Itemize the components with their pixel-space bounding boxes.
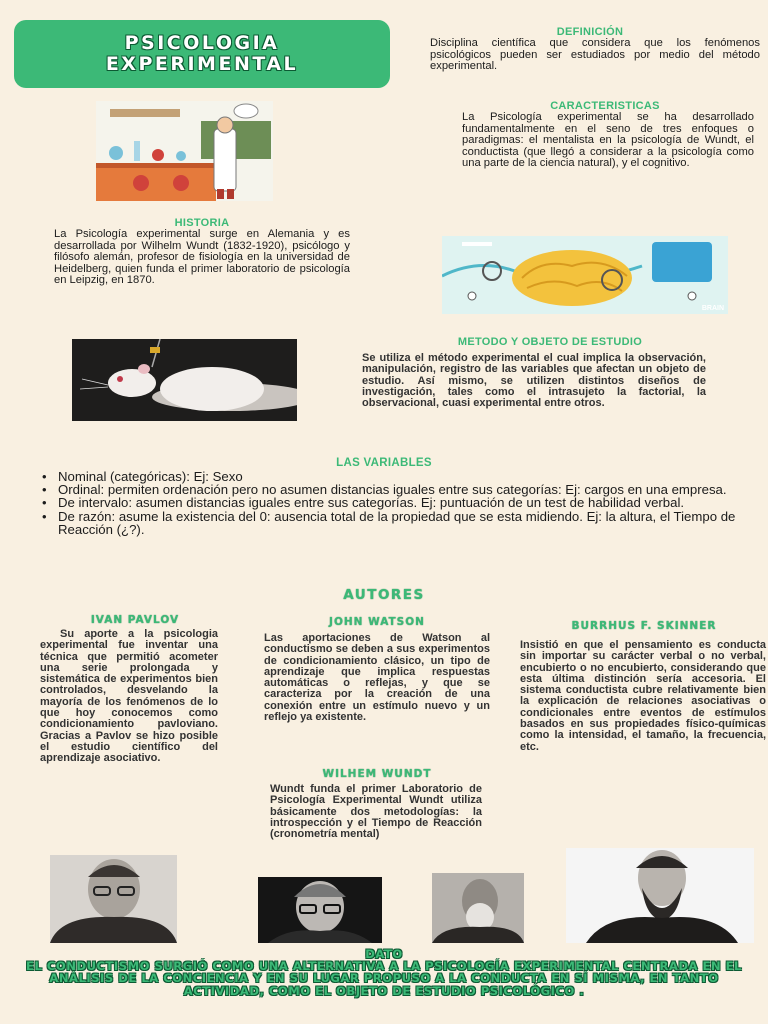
title-line-1: PSICOLOGIA [124,32,280,54]
caracteristicas-text: La Psicología experimental se ha desarrollado fundamentalmente en el seno de tres enfoques o paradigmas: el mentalista en la psicología de Wundt, el conductista (que llegó a considerar a la psicología como una parte de la ciencia natural), y el cognitivo. [462,111,754,170]
lab-scientist-illustration [96,101,273,201]
variables-list [38,470,738,536]
pavlov-name: IVAN PAVLOV [90,614,180,626]
watson-name: JOHN WATSON [329,616,425,628]
skinner-name: BURRHUS F. SKINNER [571,620,717,632]
historia-heading: HISTORIA [174,217,230,229]
wundt-text: Wundt funda el primer Laboratorio de Psicología Experimental Wundt utiliza básicamente dos metodologías: la introspección y el Tiempo de Reacción (cronometría mental) [270,783,482,841]
pavlov-text: Su aporte a la psicologia experimental fue inventar una técnica que permitió acometer una serie prolongada y sistemática de experimentos bien controlados, desvelando la mayoría de los fenómenos de lo que hoy conocemos como condicionamiento pavloviano. Gracias a Pavlov se hizo posible el estudio científico del aprendizaje asociativo. [40,628,218,765]
variables-heading: LAS VARIABLES [336,457,432,469]
watson-portrait [258,877,382,943]
watson-text: Las aportaciones de Watson al conductismo se deben a sus experimentos de condicionamiento clásico, un tipo de aprendizaje que implica respuestas automáticas o reflejas, y que se caracteriza por la creación de una conexión entre un estímulo nuevo y un reflejo ya existente. [264,632,490,724]
skinner-text: Insistió en que el pensamiento es conducta sin importar su carácter verbal o no verbal, encubierto o no encubierto, considerando que esta última distinción sería accesoria. El sistema conductista cubre relativamente bien la explicación de relaciones asociativas o condicionales entre eventos de estímulos basados en sus propiedades físico-químicas como la intensidad, el tamaño, la frecuencia, etc. [520,639,766,753]
lab-rat-photo [72,339,297,421]
variable-item: • Ordinal: permiten ordenación pero no asumen distancias iguales entre sus categorías: Ej: cargos en una empresa. [38,483,738,496]
metodo-text: Se utiliza el método experimental el cual implica la observación, manipulación, registro de las variables que afectan un objeto de estudio. Así mismo, se utilizen distintos diseños de investigación, tales como el intrasujeto la factorial, la observacional, cuasi experimental entre otros. [362,352,706,410]
page-title [14,20,390,88]
caracteristicas-heading: CARACTERISTICAS [550,100,660,112]
autores-heading: AUTORES [343,587,425,603]
dato-section [0,948,768,997]
variable-item: • Nominal (categóricas): Ej: Sexo [38,470,738,483]
variable-item: • De razón: asume la existencia del 0: ausencia total de la propiedad que se esta midiendo. Ej: la altura, el Tiempo de Reacción (¿?). [38,510,738,536]
wundt-name: WILHEM WUNDT [322,768,432,780]
wundt-portrait [432,873,524,943]
pavlov-portrait [50,855,177,943]
dato-text: EL CONDUCTISMO SURGIÓ COMO UNA ALTERNATIVA A LA PSICOLOGÍA EXPERIMENTAL CENTRADA EN EL ANÁLISIS DE LA CONCIENCIA Y EN SU LUGAR PROPUSO A LA CONDUCTA EN SÍ MISMA, EN TANTO ACTIVIDAD, COMO EL OBJETO DE ESTUDIO PSICOLÓGICO . [26,959,742,998]
skinner-portrait [566,848,754,943]
definicion-text: Disciplina científica que considera que los fenómenos psicológicos pueden ser estudiados por medio del método experimental. [430,37,760,73]
brain-research-illustration [442,236,728,314]
historia-text: La Psicología experimental surge en Alemania y es desarrollada por Wilhelm Wundt (1832-1920), psicólogo y filósofo alemán, profesor de fisiología en la universidad de Heidelberg, quien funda el primer laboratorio de psicología en Leipzig, en 1870. [54,228,350,287]
variable-item: • De intervalo: asumen distancias iguales entre sus categorías. Ej: puntuación de un test de habilidad verbal. [38,496,738,509]
brain-label: BRAIN [701,305,724,312]
metodo-heading: METODO Y OBJETO DE ESTUDIO [457,336,643,348]
title-line-2: EXPERIMENTAL [105,53,299,75]
definicion-heading: DEFINICIÓN [556,26,624,38]
dato-heading: DATO [365,947,403,961]
